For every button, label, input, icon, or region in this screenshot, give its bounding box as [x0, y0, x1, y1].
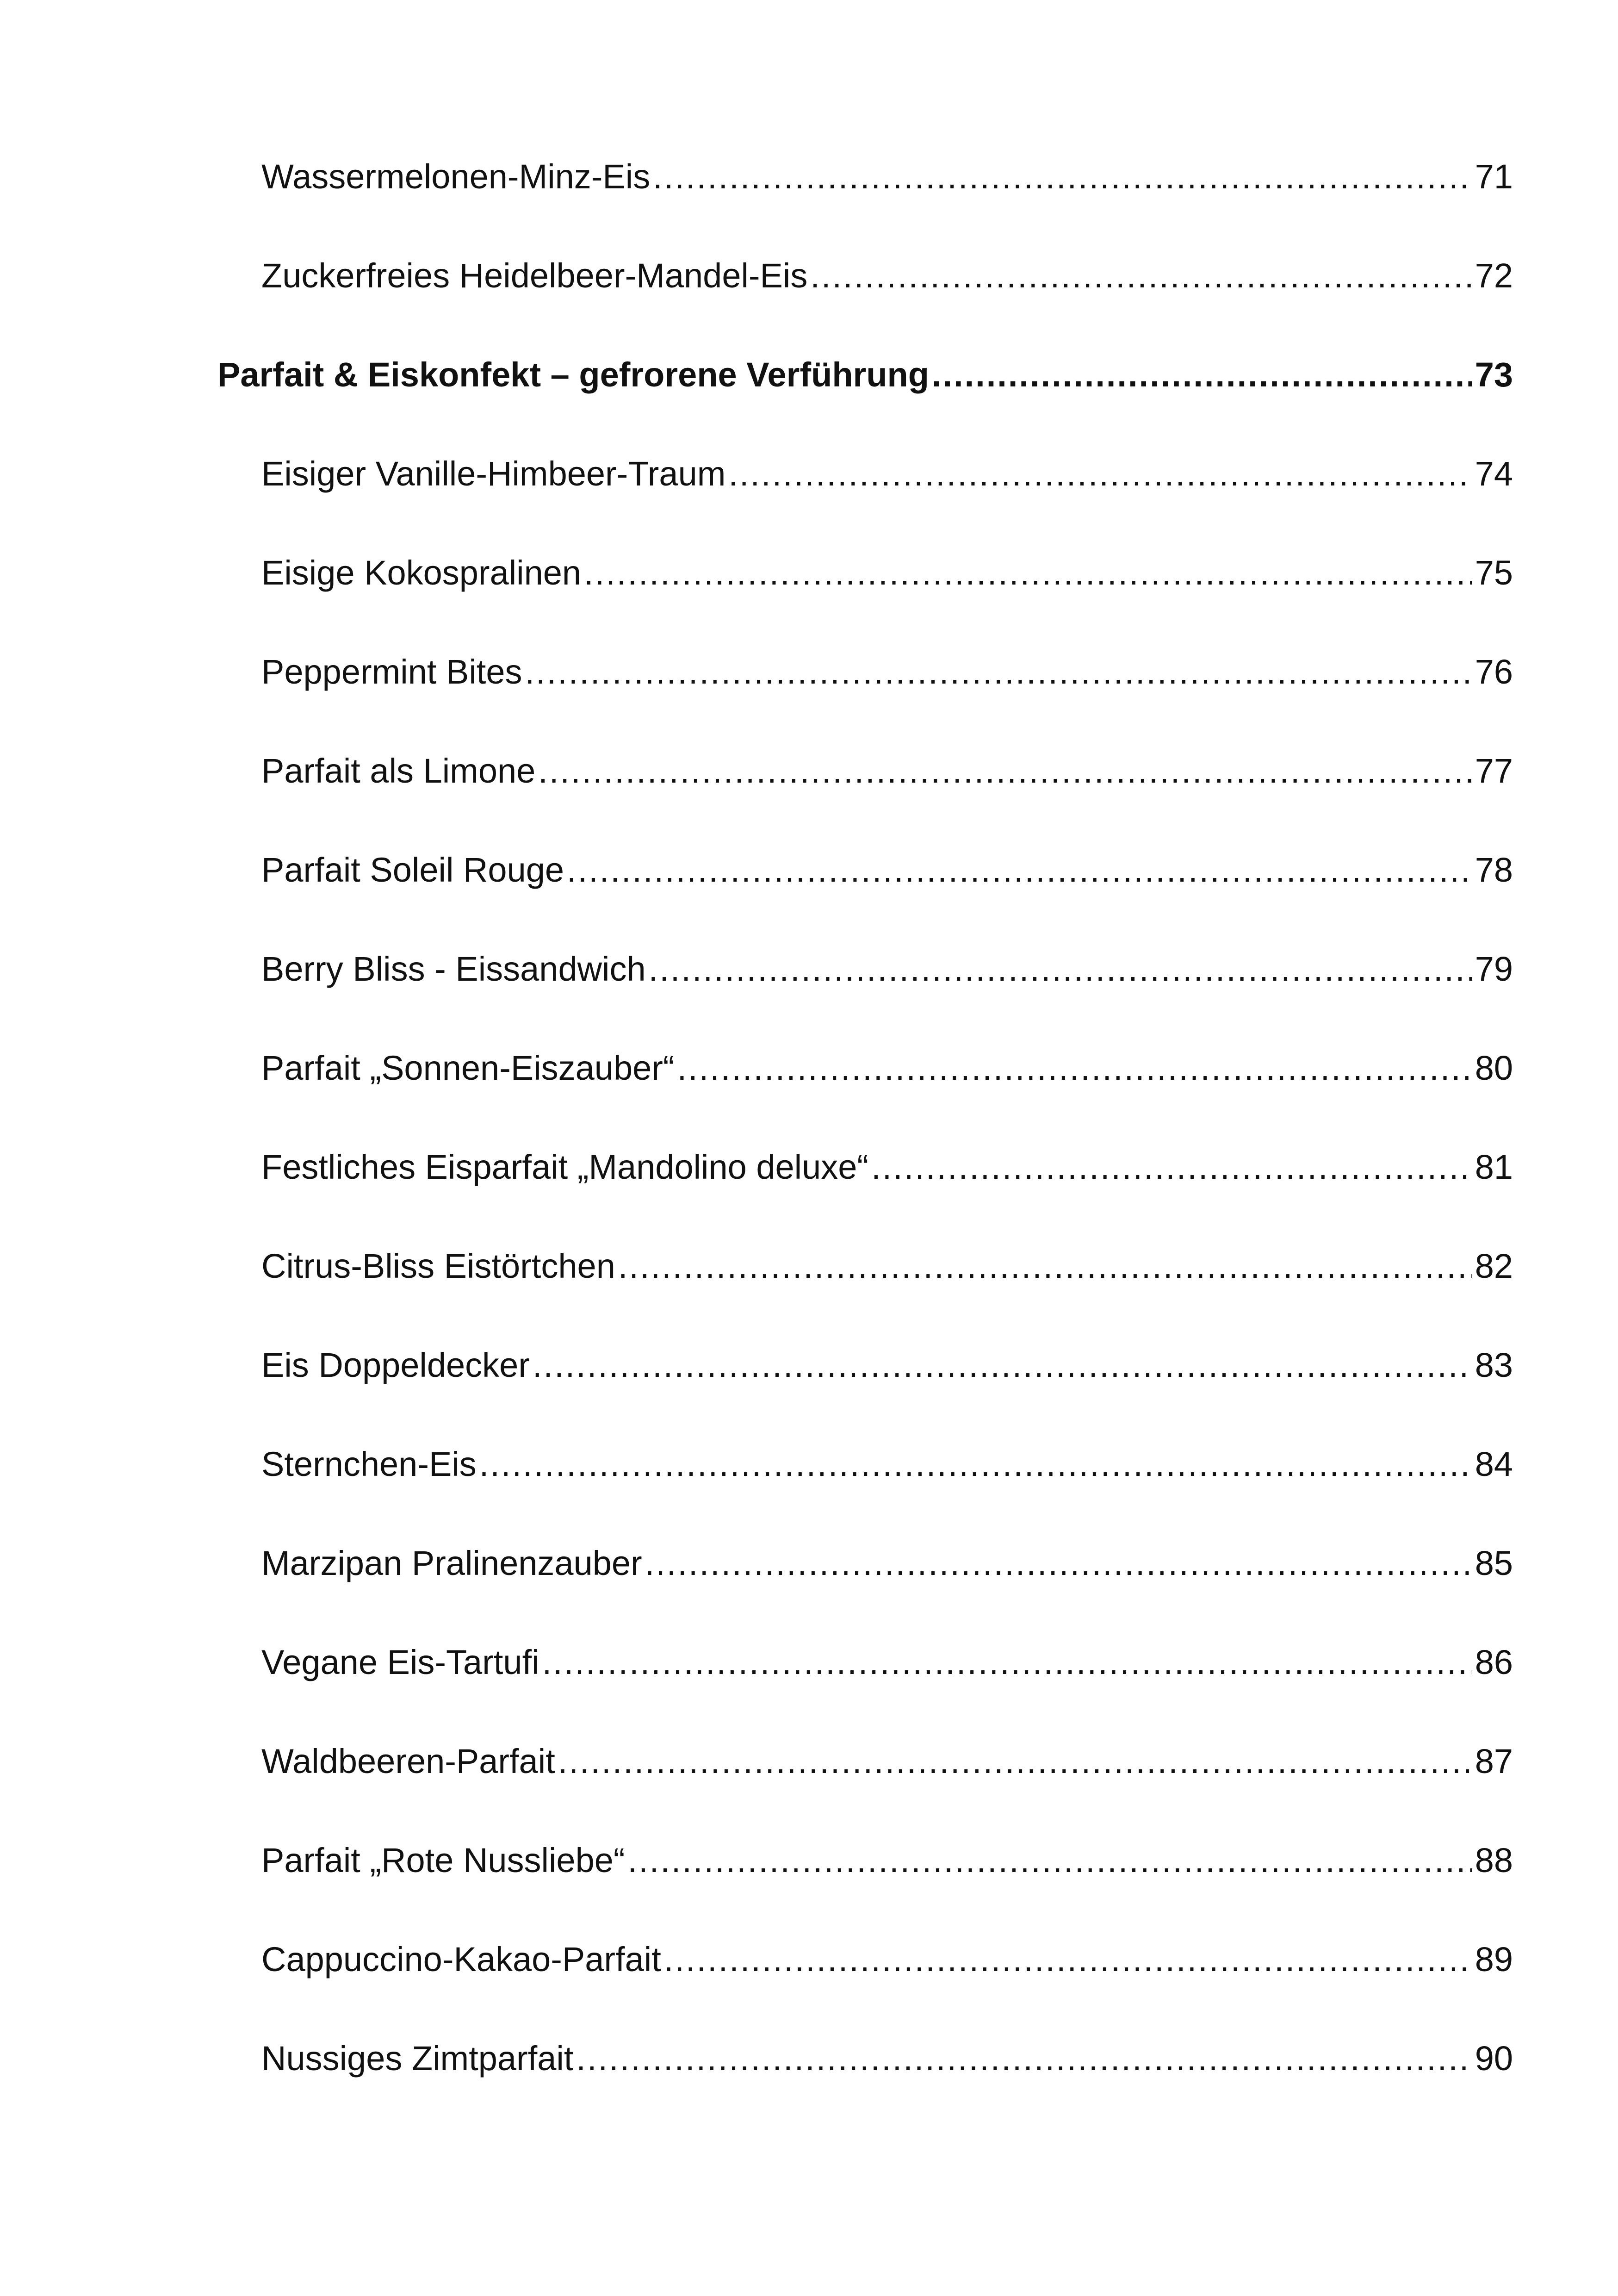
toc-page-number: 76 [1475, 653, 1513, 691]
toc-entry[interactable] [217, 853, 1513, 952]
toc-page-number: 71 [1475, 157, 1513, 196]
toc-page-number: 74 [1475, 454, 1513, 493]
toc-entry-title: Cappuccino-Kakao-Parfait [261, 1940, 661, 1979]
toc-entry[interactable] [217, 556, 1513, 655]
toc-entry[interactable] [217, 1942, 1513, 2041]
toc-entry-title: Parfait Soleil Rouge [261, 851, 564, 889]
toc-entry[interactable] [217, 1249, 1513, 1348]
toc-page-number: 82 [1475, 1247, 1513, 1285]
toc-entry[interactable] [217, 454, 1513, 556]
toc-entry-title: Festliches Eisparfait „Mandolino deluxe“ [261, 1148, 869, 1186]
toc-page-number: 78 [1475, 851, 1513, 889]
toc-entry-title: Nussiges Zimtparfait [261, 2039, 574, 2078]
toc-entry-title: Berry Bliss - Eissandwich [261, 950, 646, 988]
toc-entry-title: Parfait „Sonnen-Eiszauber“ [261, 1049, 675, 1087]
toc-entry[interactable] [217, 256, 1513, 358]
toc-entry[interactable] [217, 1744, 1513, 1843]
toc-dot-leader [810, 259, 1472, 293]
toc-entry[interactable] [217, 1150, 1513, 1249]
toc-section-heading[interactable] [217, 355, 1513, 457]
toc-dot-leader [576, 2041, 1472, 2076]
toc-entry[interactable] [217, 1348, 1513, 1447]
toc-dot-leader [618, 1249, 1472, 1283]
toc-dot-leader [649, 952, 1472, 986]
toc-entry-title: Citrus-Bliss Eistörtchen [261, 1247, 615, 1285]
toc-entry[interactable] [217, 1447, 1513, 1546]
toc-entry-title: Peppermint Bites [261, 653, 522, 691]
toc-dot-leader [628, 1843, 1472, 1878]
toc-entry[interactable] [217, 1843, 1513, 1942]
toc-dot-leader [664, 1942, 1472, 1977]
toc-entry-title: Eis Doppeldecker [261, 1346, 530, 1384]
toc-page-number: 75 [1475, 554, 1513, 592]
toc-dot-leader [728, 457, 1472, 491]
toc-dot-leader [479, 1447, 1472, 1481]
table-of-contents [217, 157, 1513, 2140]
toc-page-number: 83 [1475, 1346, 1513, 1384]
toc-entry-title: Zuckerfreies Heidelbeer-Mandel-Eis [261, 256, 808, 295]
toc-page-number: 73 [1475, 355, 1513, 394]
toc-page-number: 88 [1475, 1841, 1513, 1879]
toc-page-number: 87 [1475, 1742, 1513, 1780]
toc-dot-leader [533, 1348, 1472, 1382]
toc-entry-title: Wassermelonen-Minz-Eis [261, 157, 651, 196]
toc-entry[interactable] [217, 754, 1513, 853]
toc-dot-leader [525, 655, 1472, 689]
toc-page-number: 90 [1475, 2039, 1513, 2078]
toc-page-number: 72 [1475, 256, 1513, 295]
toc-entry-title: Parfait „Rote Nussliebe“ [261, 1841, 625, 1879]
toc-entry-title: Waldbeeren-Parfait [261, 1742, 555, 1780]
toc-entry[interactable] [217, 1051, 1513, 1150]
toc-page-number: 85 [1475, 1544, 1513, 1582]
toc-dot-leader [567, 853, 1472, 887]
toc-dot-leader [677, 1051, 1472, 1085]
toc-entry[interactable] [217, 952, 1513, 1051]
toc-entry-title: Parfait als Limone [261, 752, 536, 790]
toc-entry-title: Eisiger Vanille-Himbeer-Traum [261, 454, 726, 493]
toc-dot-leader [645, 1546, 1472, 1580]
toc-dot-leader [871, 1150, 1472, 1184]
toc-dot-leader [558, 1744, 1472, 1779]
toc-entry-title: Vegane Eis-Tartufi [261, 1643, 539, 1681]
toc-entry-title: Sternchen-Eis [261, 1445, 477, 1483]
toc-entry-title: Parfait & Eiskonfekt – gefrorene Verführung [217, 355, 929, 394]
toc-entry[interactable] [217, 157, 1513, 259]
toc-entry-title: Eisige Kokospralinen [261, 554, 582, 592]
toc-entry-title: Marzipan Pralinenzauber [261, 1544, 642, 1582]
toc-page-number: 86 [1475, 1643, 1513, 1681]
toc-entry[interactable] [217, 1546, 1513, 1645]
toc-dot-leader [932, 358, 1472, 392]
toc-page-number: 89 [1475, 1940, 1513, 1979]
toc-dot-leader [538, 754, 1472, 788]
toc-dot-leader [542, 1645, 1472, 1680]
toc-dot-leader [584, 556, 1472, 590]
toc-dot-leader [653, 160, 1472, 194]
toc-page-number: 81 [1475, 1148, 1513, 1186]
toc-entry[interactable] [217, 655, 1513, 754]
toc-page-number: 84 [1475, 1445, 1513, 1483]
toc-page-number: 80 [1475, 1049, 1513, 1087]
toc-entry[interactable] [217, 1645, 1513, 1744]
toc-entry[interactable] [217, 2041, 1513, 2140]
toc-page-number: 77 [1475, 752, 1513, 790]
toc-page-number: 79 [1475, 950, 1513, 988]
